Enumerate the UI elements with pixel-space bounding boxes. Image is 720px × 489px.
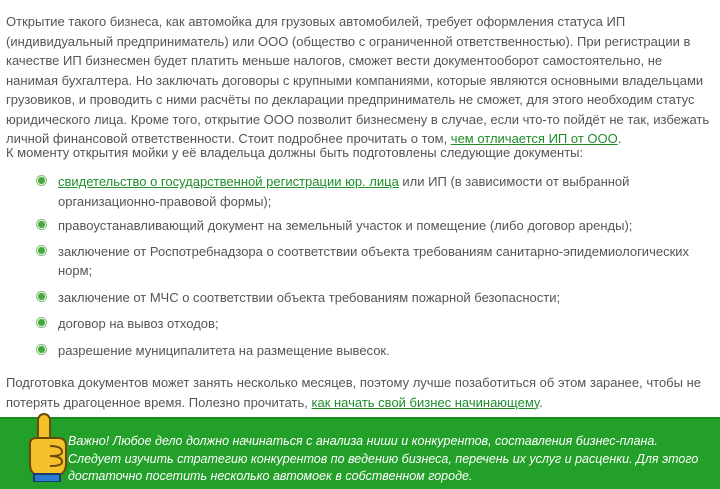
intro-text: Открытие такого бизнеса, как автомойка для грузовых автомобилей, требует оформления статуса ИП (индивидуальный предприниматель) или ООО (общество с ограниченной ответственностью). При регистрации в качестве ИП бизнесмен будет платить меньше налогов, сможет вести документооборот самостоятельно, не нанимая бухгалтера. Но заключать договоры с крупными компаниями, которые являются основными владельцами грузовиков, и проводить с ними расчёты по декларации предприниматель не сможет, для этого необходим статус юридического лица. Кроме того, открытие ООО позволит бизнесмену в случае, если что-то пойдёт не так, избежать личной финансовой ответственности. Стоит подробнее прочитать о том, bbox=[6, 14, 710, 146]
documents-intro-paragraph: К моменту открытия мойки у её владельца должны быть подготовлены следующие документы: bbox=[6, 145, 584, 160]
notice-text: Важно! Любое дело должно начинаться с анализа ниши и конкурентов, составления бизнес-плана. Следует изучить стратегию конкурентов по ведению бизнеса, перечень их услуг и расценки. Для этого достаточно посетить несколько автомоек в собственном городе. bbox=[68, 434, 699, 483]
list-item-text: заключение от Роспотребнадзора о соответствии объекта требованиям санитарно-эпидемиологических норм; bbox=[58, 243, 690, 278]
bullet-icon bbox=[36, 317, 47, 328]
registration-certificate-link[interactable]: свидетельство о государственной регистрации юр. лица bbox=[58, 174, 399, 189]
bullet-icon bbox=[36, 245, 47, 256]
list-item bbox=[0, 172, 712, 211]
list-item-text: заключение от МЧС о соответствии объекта требованиям пожарной безопасности; bbox=[58, 289, 561, 305]
list-item bbox=[0, 314, 712, 334]
list-item bbox=[0, 216, 712, 236]
list-item-text: или ИП (в зависимости от выбранной организационно-правовой формы); bbox=[58, 174, 630, 209]
preparation-text: Подготовка документов может занять несколько месяцев, поэтому лучше позаботиться об этом заранее, чтобы не потерять драгоценное время. Полезно прочитать, bbox=[6, 375, 701, 410]
intro-paragraph bbox=[6, 12, 712, 149]
important-notice bbox=[0, 417, 720, 489]
bullet-icon bbox=[36, 344, 47, 355]
list-item bbox=[0, 341, 712, 361]
bullet-icon bbox=[36, 219, 47, 230]
start-business-link[interactable]: как начать свой бизнес начинающему bbox=[311, 394, 540, 410]
list-item bbox=[0, 242, 712, 281]
list-item-text: разрешение муниципалитета на размещение вывесок. bbox=[58, 342, 390, 358]
preparation-paragraph bbox=[6, 373, 712, 412]
pointing-hand-icon bbox=[22, 410, 70, 482]
preparation-end: . bbox=[539, 394, 543, 410]
list-item bbox=[0, 288, 712, 308]
ip-vs-ooo-link[interactable]: чем отличается ИП от ООО bbox=[450, 131, 618, 146]
documents-list bbox=[0, 172, 712, 360]
list-item-text: правоустанавливающий документ на земельный участок и помещение (либо договор аренды); bbox=[58, 218, 633, 233]
bullet-icon bbox=[36, 291, 47, 302]
list-item-text: договор на вывоз отходов; bbox=[58, 316, 219, 331]
bullet-icon bbox=[36, 175, 47, 186]
intro-end: . bbox=[617, 131, 622, 146]
